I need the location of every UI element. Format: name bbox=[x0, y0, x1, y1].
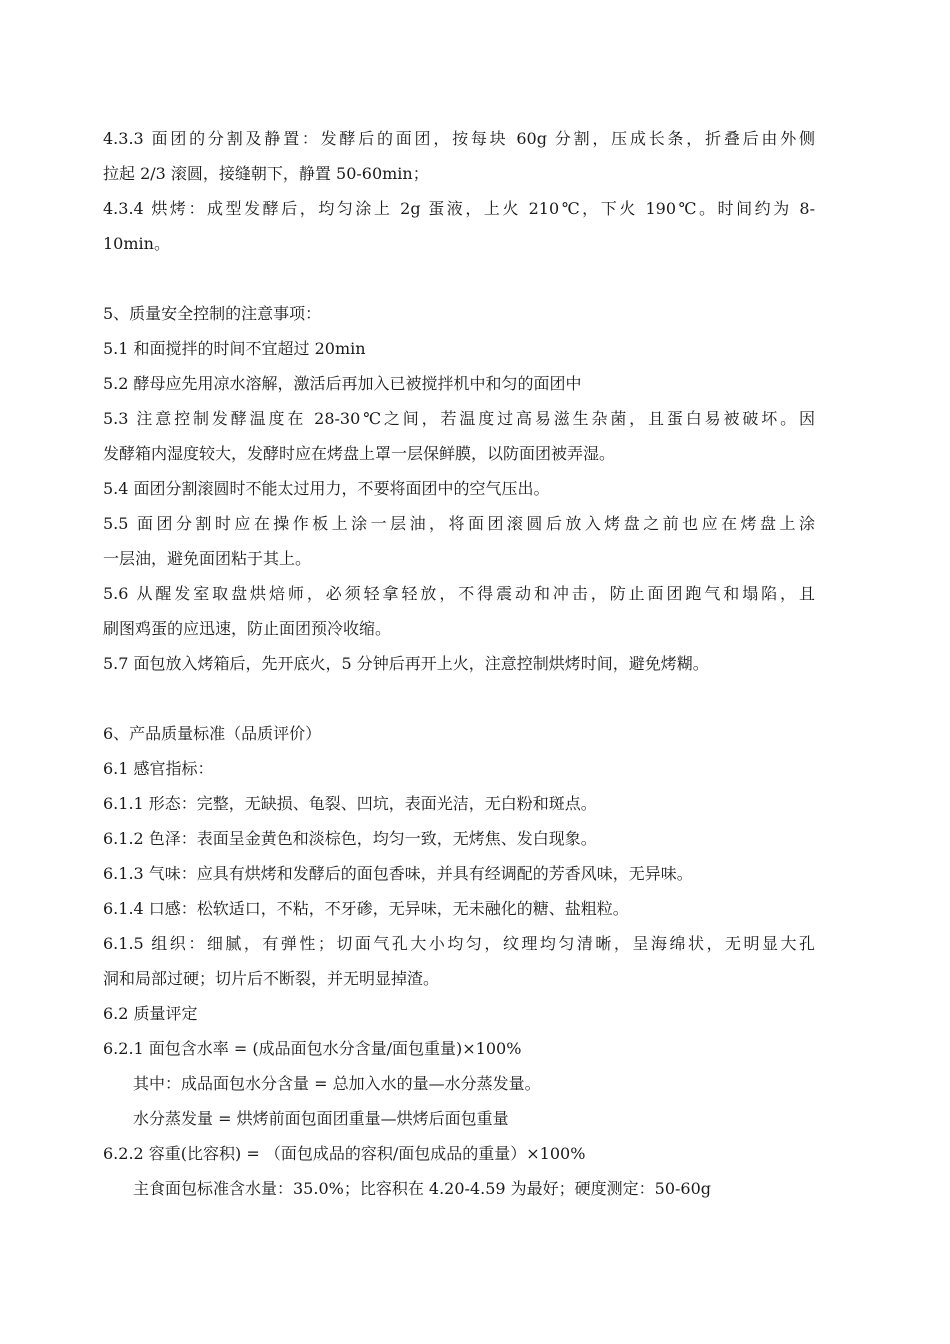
section-4-3-4-line-1: 4.3.4 烘烤：成型发酵后，均匀涂上 2g 蛋液，上火 210℃，下火 190℃。时间约为 8- bbox=[103, 199, 815, 218]
section-5-3-line-1: 5.3 注意控制发酵温度在 28-30℃之间，若温度过高易滋生杂菌，且蛋白易被破坏。因 bbox=[103, 409, 815, 428]
section-5-7: 5.7 面包放入烤箱后，先开底火，5 分钟后再开上火，注意控制烘烤时间，避免烤糊。 bbox=[103, 654, 709, 673]
section-5-3-line-2: 发酵箱内湿度较大，发酵时应在烤盘上罩一层保鲜膜，以防面团被弄湿。 bbox=[103, 444, 616, 463]
section-5-2: 5.2 酵母应先用凉水溶解，激活后再加入已被搅拌机中和匀的面团中 bbox=[103, 374, 582, 393]
section-6-1-title: 6.1 感官指标： bbox=[103, 759, 214, 778]
section-5-1: 5.1 和面搅拌的时间不宜超过 20min bbox=[103, 339, 366, 358]
section-6-2-2-note: 主食面包标准含水量：35.0%；比容积在 4.20-4.59 为最好；硬度测定：50-60g bbox=[133, 1179, 712, 1198]
section-5-6-line-2: 刷图鸡蛋的应迅速，防止面团预冷收缩。 bbox=[103, 619, 392, 638]
section-6-1-2: 6.1.2 色泽：表面呈金黄色和淡棕色，均匀一致，无烤焦、发白现象。 bbox=[103, 829, 597, 848]
section-4-3-3-line-1: 4.3.3 面团的分割及静置：发酵后的面团，按每块 60g 分割，压成长条，折叠后由外侧 bbox=[103, 129, 815, 148]
section-6-1-4: 6.1.4 口感：松软适口，不粘，不牙碜，无异味，无未融化的糖、盐粗粒。 bbox=[103, 899, 629, 918]
section-4-3-4-line-2: 10min。 bbox=[103, 234, 170, 253]
section-6-2-2: 6.2.2 容重(比容积) = （面包成品的容积/面包成品的重量）×100% bbox=[103, 1144, 586, 1163]
section-6-1-1: 6.1.1 形态：完整，无缺损、龟裂、凹坑，表面光洁，无白粉和斑点。 bbox=[103, 794, 597, 813]
section-5-5-line-2: 一层油，避免面团粘于其上。 bbox=[103, 549, 312, 568]
section-6-2-1-note-a: 其中：成品面包水分含量 = 总加入水的量—水分蒸发量。 bbox=[133, 1074, 541, 1093]
section-6-1-3: 6.1.3 气味：应具有烘烤和发酵后的面包香味，并具有经调配的芳香风味，无异味。 bbox=[103, 864, 693, 883]
section-6-1-5-line-2: 洞和局部过硬；切片后不断裂，并无明显掉渣。 bbox=[103, 969, 440, 988]
section-5-title: 5、质量安全控制的注意事项： bbox=[103, 304, 322, 323]
section-4-3-3-line-2: 拉起 2/3 滚圆，接缝朝下，静置 50-60min； bbox=[103, 164, 429, 183]
section-5-6-line-1: 5.6 从醒发室取盘烘焙师，必须轻拿轻放，不得震动和冲击，防止面团跑气和塌陷，且 bbox=[103, 584, 815, 603]
section-6-2-1: 6.2.1 面包含水率 = (成品面包水分含量/面包重量)×100% bbox=[103, 1039, 522, 1058]
section-5-4: 5.4 面团分割滚圆时不能太过用力，不要将面团中的空气压出。 bbox=[103, 479, 550, 498]
section-6-title: 6、产品质量标准（品质评价） bbox=[103, 724, 322, 743]
section-6-2-1-note-b: 水分蒸发量 = 烘烤前面包面团重量—烘烤后面包重量 bbox=[133, 1109, 509, 1128]
spacer bbox=[103, 261, 815, 296]
section-6-2-title: 6.2 质量评定 bbox=[103, 1004, 198, 1023]
section-6-1-5-line-1: 6.1.5 组织：细腻，有弹性；切面气孔大小均匀，纹理均匀清晰，呈海绵状，无明显大孔 bbox=[103, 934, 815, 953]
section-5-5-line-1: 5.5 面团分割时应在操作板上涂一层油，将面团滚圆后放入烤盘之前也应在烤盘上涂 bbox=[103, 514, 815, 533]
spacer bbox=[103, 681, 815, 716]
document-page bbox=[103, 121, 815, 1206]
